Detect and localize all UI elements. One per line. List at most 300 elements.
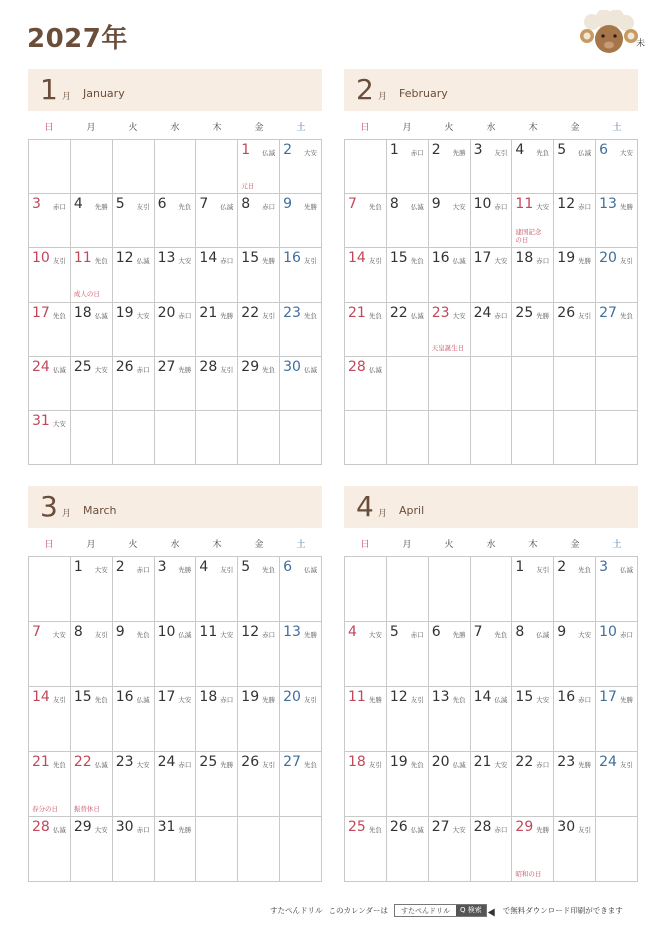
month-header xyxy=(344,486,638,528)
day-number: 25 xyxy=(348,819,366,835)
day-number: 1 xyxy=(241,142,251,158)
day-number: 26 xyxy=(557,304,576,321)
day-number: 2 xyxy=(115,559,125,575)
rokuyo-label: 先勝 xyxy=(262,696,276,704)
rokuyo-label: 友引 xyxy=(368,761,382,769)
day-number: 23 xyxy=(283,304,301,321)
rokuyo-label: 友引 xyxy=(536,566,550,574)
day-cell xyxy=(345,303,387,357)
day-cell xyxy=(387,817,429,882)
day-number: 29 xyxy=(515,819,534,835)
day-number: 28 xyxy=(473,819,492,835)
weekday-label: 月 xyxy=(402,540,412,550)
rokuyo-label: 先負 xyxy=(620,311,633,320)
day-cell xyxy=(280,817,322,882)
day-cell xyxy=(238,752,280,817)
day-cell xyxy=(155,622,197,687)
day-cell xyxy=(429,817,471,882)
day-number: 19 xyxy=(389,754,408,770)
day-number: 5 xyxy=(241,559,251,575)
holiday-label: 春分の日 xyxy=(32,804,58,813)
weekday-label: 火 xyxy=(128,123,138,133)
day-number: 14 xyxy=(199,250,218,267)
day-cell xyxy=(512,817,554,882)
day-number: 11 xyxy=(199,624,218,640)
day-number: 18 xyxy=(199,689,218,705)
day-cell xyxy=(280,357,322,411)
day-number: 11 xyxy=(73,250,92,267)
rokuyo-label: 友引 xyxy=(220,365,234,374)
day-number: 28 xyxy=(348,358,366,375)
rokuyo-label: 先勝 xyxy=(178,365,192,374)
day-cell xyxy=(345,622,387,687)
day-number: 5 xyxy=(389,624,399,640)
day-cell xyxy=(345,357,387,411)
rokuyo-label: 先負 xyxy=(136,631,150,639)
day-cell xyxy=(471,752,513,817)
day-number: 9 xyxy=(431,196,441,213)
rokuyo-label: 友引 xyxy=(578,311,592,320)
rokuyo-label: 大安 xyxy=(536,203,550,212)
day-number: 16 xyxy=(431,250,450,267)
day-number: 10 xyxy=(32,250,50,267)
rokuyo-label: 先負 xyxy=(178,203,192,212)
day-number: 8 xyxy=(73,624,83,640)
rokuyo-label: 友引 xyxy=(220,566,234,574)
day-number: 26 xyxy=(389,819,408,835)
day-cell xyxy=(596,248,638,302)
day-cell xyxy=(387,687,429,752)
rokuyo-label: 大安 xyxy=(452,826,466,834)
weekday-label: 月 xyxy=(86,123,96,133)
rokuyo-label: 友引 xyxy=(304,257,317,266)
day-cell xyxy=(155,194,197,248)
rokuyo-label: 先勝 xyxy=(304,203,317,212)
day-number: 5 xyxy=(115,196,125,213)
rokuyo-label: 赤口 xyxy=(536,761,550,769)
day-number: 5 xyxy=(557,142,567,158)
year-title: 2027年 xyxy=(27,24,128,54)
day-cell xyxy=(29,752,71,817)
day-number: 27 xyxy=(431,819,450,835)
day-cell xyxy=(71,357,113,411)
day-cell xyxy=(71,411,113,465)
rokuyo-label: 先負 xyxy=(452,696,466,704)
day-cell xyxy=(596,411,638,465)
rokuyo-label: 友引 xyxy=(494,149,508,157)
day-cell xyxy=(471,248,513,302)
day-cell xyxy=(471,557,513,622)
rokuyo-label: 仏滅 xyxy=(452,761,466,769)
day-number: 28 xyxy=(199,358,218,375)
day-cell xyxy=(238,817,280,882)
day-number: 27 xyxy=(599,304,617,321)
rokuyo-label: 仏滅 xyxy=(410,203,424,212)
rokuyo-label: 仏滅 xyxy=(578,149,592,157)
day-cell xyxy=(429,248,471,302)
day-number: 19 xyxy=(241,689,260,705)
rokuyo-label: 友引 xyxy=(52,257,66,266)
day-cell xyxy=(238,557,280,622)
day-number: 7 xyxy=(473,624,483,640)
day-number: 17 xyxy=(599,689,617,705)
day-cell xyxy=(71,687,113,752)
day-cell xyxy=(512,687,554,752)
day-cell xyxy=(196,622,238,687)
day-number: 13 xyxy=(599,196,617,213)
rokuyo-label: 先勝 xyxy=(578,257,592,266)
day-cell xyxy=(280,194,322,248)
day-cell xyxy=(155,140,197,194)
day-number: 3 xyxy=(157,559,167,575)
day-number: 2 xyxy=(557,559,567,575)
footer-search-box xyxy=(394,904,487,917)
footer-site: すたぺんドリル xyxy=(270,906,323,915)
rokuyo-label: 赤口 xyxy=(578,696,592,704)
rokuyo-label: 赤口 xyxy=(262,203,276,212)
day-cell xyxy=(113,622,155,687)
day-number: 20 xyxy=(283,689,301,705)
month-kanji: 月 xyxy=(62,92,72,102)
day-cell xyxy=(238,194,280,248)
day-number: 31 xyxy=(157,819,176,835)
rokuyo-label: 大安 xyxy=(136,761,150,769)
rokuyo-label: 先勝 xyxy=(262,257,276,266)
day-cell xyxy=(113,557,155,622)
day-cell xyxy=(429,752,471,817)
day-number: 8 xyxy=(389,196,399,213)
rokuyo-label: 先勝 xyxy=(452,631,466,639)
day-number: 8 xyxy=(241,196,251,213)
rokuyo-label: 大安 xyxy=(178,696,192,704)
day-number: 24 xyxy=(473,304,492,321)
day-number: 15 xyxy=(389,250,408,267)
day-cell xyxy=(238,357,280,411)
day-cell xyxy=(113,752,155,817)
day-cell xyxy=(113,303,155,357)
rokuyo-label: 先負 xyxy=(368,826,382,834)
month-english: January xyxy=(83,87,125,100)
day-number: 25 xyxy=(199,754,218,770)
day-cell xyxy=(387,557,429,622)
day-cell xyxy=(596,687,638,752)
weekday-label: 土 xyxy=(296,123,306,133)
weekday-label: 水 xyxy=(486,540,496,550)
month-kanji: 月 xyxy=(62,509,72,519)
weekday-label: 土 xyxy=(612,123,622,133)
rokuyo-label: 赤口 xyxy=(536,257,550,266)
day-number: 22 xyxy=(241,304,260,321)
day-cell xyxy=(554,752,596,817)
day-cell xyxy=(512,557,554,622)
rokuyo-label: 大安 xyxy=(94,566,108,574)
rokuyo-label: 仏滅 xyxy=(178,631,192,639)
rokuyo-label: 先勝 xyxy=(178,566,192,574)
rokuyo-label: 先負 xyxy=(578,566,592,574)
day-cell xyxy=(71,557,113,622)
day-number: 21 xyxy=(348,304,366,321)
rokuyo-label: 仏滅 xyxy=(94,761,108,769)
day-cell xyxy=(471,140,513,194)
day-cell xyxy=(280,248,322,302)
day-cell xyxy=(345,194,387,248)
day-number: 22 xyxy=(73,754,92,770)
day-number: 15 xyxy=(73,689,92,705)
day-cell xyxy=(113,357,155,411)
rokuyo-label: 仏滅 xyxy=(368,365,382,374)
day-number: 16 xyxy=(283,250,301,267)
rokuyo-label: 先負 xyxy=(262,566,276,574)
rokuyo-label: 赤口 xyxy=(136,365,150,374)
rokuyo-label: 友引 xyxy=(578,826,592,834)
day-cell xyxy=(29,411,71,465)
rokuyo-label: 友引 xyxy=(94,631,108,639)
rokuyo-label: 大安 xyxy=(494,761,508,769)
rokuyo-label: 仏滅 xyxy=(262,149,276,157)
day-cell xyxy=(429,687,471,752)
day-number: 27 xyxy=(283,754,301,770)
weekday-label: 金 xyxy=(254,123,264,133)
rokuyo-label: 先勝 xyxy=(620,203,633,212)
day-number: 2 xyxy=(431,142,441,158)
day-number: 9 xyxy=(557,624,567,640)
day-cell xyxy=(596,557,638,622)
day-cell xyxy=(29,357,71,411)
rokuyo-label: 赤口 xyxy=(220,257,234,266)
weekday-label: 日 xyxy=(44,123,54,133)
month-header xyxy=(28,69,322,111)
day-cell xyxy=(345,140,387,194)
month-february xyxy=(344,69,638,465)
weekday-label: 木 xyxy=(528,123,538,133)
day-number: 17 xyxy=(473,250,492,267)
day-cell xyxy=(345,687,387,752)
rokuyo-label: 赤口 xyxy=(178,311,192,320)
day-cell xyxy=(512,303,554,357)
rokuyo-label: 仏滅 xyxy=(94,311,108,320)
rokuyo-label: 友引 xyxy=(52,696,66,704)
weekday-label: 日 xyxy=(360,123,370,133)
rokuyo-label: 赤口 xyxy=(178,761,192,769)
day-number: 21 xyxy=(32,754,50,770)
footer-search-text: すたぺんドリル xyxy=(401,906,451,915)
rokuyo-label: 大安 xyxy=(620,149,633,157)
day-cell xyxy=(471,357,513,411)
month-header xyxy=(28,486,322,528)
rokuyo-label: 先勝 xyxy=(578,761,592,769)
weekday-row xyxy=(28,117,322,139)
rokuyo-label: 先負 xyxy=(304,311,317,320)
weekday-label: 水 xyxy=(170,540,180,550)
day-grid xyxy=(344,139,638,465)
day-cell xyxy=(280,557,322,622)
day-cell xyxy=(196,303,238,357)
rokuyo-label: 先勝 xyxy=(452,149,466,157)
rokuyo-label: 先勝 xyxy=(620,696,633,704)
day-number: 12 xyxy=(389,689,408,705)
day-cell xyxy=(429,357,471,411)
day-cell xyxy=(596,622,638,687)
day-cell xyxy=(196,411,238,465)
day-number: 20 xyxy=(599,250,617,267)
day-cell xyxy=(238,303,280,357)
rokuyo-label: 大安 xyxy=(136,311,150,320)
day-cell xyxy=(113,687,155,752)
day-cell xyxy=(280,140,322,194)
day-number: 21 xyxy=(473,754,492,770)
day-cell xyxy=(429,557,471,622)
day-number: 23 xyxy=(557,754,576,770)
rokuyo-label: 先勝 xyxy=(220,761,234,769)
day-cell xyxy=(512,752,554,817)
day-number: 6 xyxy=(599,142,609,158)
rokuyo-label: 先勝 xyxy=(304,631,317,639)
day-cell xyxy=(71,817,113,882)
rokuyo-label: 大安 xyxy=(94,826,108,834)
weekday-label: 火 xyxy=(128,540,138,550)
day-cell xyxy=(471,411,513,465)
rokuyo-label: 先負 xyxy=(262,365,276,374)
weekday-row xyxy=(28,534,322,556)
rokuyo-label: 先勝 xyxy=(220,311,234,320)
day-cell xyxy=(238,140,280,194)
rokuyo-label: 仏滅 xyxy=(52,365,66,374)
month-march xyxy=(28,486,322,882)
day-number: 16 xyxy=(557,689,576,705)
day-cell xyxy=(554,411,596,465)
day-number: 14 xyxy=(348,250,366,267)
rokuyo-label: 先負 xyxy=(410,257,424,266)
rokuyo-label: 仏滅 xyxy=(452,257,466,266)
day-number: 12 xyxy=(115,250,134,267)
rokuyo-label: 先負 xyxy=(304,761,317,769)
day-number: 9 xyxy=(115,624,125,640)
rokuyo-label: 友引 xyxy=(620,761,633,769)
day-number: 11 xyxy=(515,196,534,213)
rokuyo-label: 大安 xyxy=(220,631,234,639)
rokuyo-label: 赤口 xyxy=(494,311,508,320)
day-number: 21 xyxy=(199,304,218,321)
day-cell xyxy=(113,140,155,194)
weekday-label: 土 xyxy=(612,540,622,550)
day-number: 17 xyxy=(32,304,50,321)
day-number: 30 xyxy=(115,819,134,835)
day-cell xyxy=(155,357,197,411)
day-cell xyxy=(113,248,155,302)
rokuyo-label: 大安 xyxy=(452,203,466,212)
day-cell xyxy=(596,752,638,817)
day-number: 20 xyxy=(431,754,450,770)
rokuyo-label: 友引 xyxy=(262,311,276,320)
day-number: 7 xyxy=(32,624,41,640)
rokuyo-label: 先負 xyxy=(368,311,382,320)
day-cell xyxy=(512,248,554,302)
day-number: 17 xyxy=(157,689,176,705)
day-number: 4 xyxy=(199,559,209,575)
day-cell xyxy=(387,248,429,302)
weekday-row xyxy=(344,534,638,556)
day-cell xyxy=(512,411,554,465)
day-cell xyxy=(280,687,322,752)
rokuyo-label: 仏滅 xyxy=(620,566,633,574)
day-number: 6 xyxy=(157,196,167,213)
rokuyo-label: 先勝 xyxy=(368,696,382,704)
rokuyo-label: 先勝 xyxy=(536,826,550,834)
month-number: 4 xyxy=(356,490,374,523)
holiday-label: 天皇誕生日 xyxy=(431,344,465,353)
weekday-row xyxy=(344,117,638,139)
day-number: 13 xyxy=(157,250,176,267)
day-cell xyxy=(387,622,429,687)
day-number: 7 xyxy=(348,196,357,213)
day-cell xyxy=(471,303,513,357)
day-grid xyxy=(28,556,322,882)
weekday-label: 火 xyxy=(444,540,454,550)
day-number: 20 xyxy=(157,304,176,321)
day-cell xyxy=(71,752,113,817)
rokuyo-label: 先勝 xyxy=(94,203,108,212)
day-number: 6 xyxy=(431,624,441,640)
day-cell xyxy=(387,303,429,357)
rokuyo-label: 先負 xyxy=(52,761,66,769)
weekday-label: 日 xyxy=(44,540,54,550)
month-number: 3 xyxy=(40,490,58,523)
weekday-label: 水 xyxy=(486,123,496,133)
day-cell xyxy=(113,817,155,882)
day-number: 14 xyxy=(32,689,50,705)
day-cell xyxy=(345,557,387,622)
rokuyo-label: 赤口 xyxy=(578,203,592,212)
day-cell xyxy=(512,357,554,411)
rokuyo-label: 大安 xyxy=(52,631,66,639)
day-cell xyxy=(29,248,71,302)
day-number: 13 xyxy=(431,689,450,705)
day-cell xyxy=(429,140,471,194)
day-number: 18 xyxy=(73,304,92,321)
day-cell xyxy=(238,622,280,687)
day-number: 3 xyxy=(32,196,41,213)
day-cell xyxy=(29,622,71,687)
day-number: 12 xyxy=(241,624,260,640)
day-cell xyxy=(554,194,596,248)
day-number: 29 xyxy=(73,819,92,835)
month-header xyxy=(344,69,638,111)
day-number: 1 xyxy=(515,559,525,575)
day-number: 1 xyxy=(73,559,83,575)
rokuyo-label: 先負 xyxy=(410,761,424,769)
day-cell xyxy=(280,411,322,465)
day-number: 24 xyxy=(157,754,176,770)
footer-search-button: Q 検索 xyxy=(456,905,486,916)
day-number: 18 xyxy=(348,754,366,770)
day-cell xyxy=(196,140,238,194)
rokuyo-label: 仏滅 xyxy=(494,696,508,704)
rokuyo-label: 赤口 xyxy=(620,631,633,639)
day-cell xyxy=(471,194,513,248)
day-cell xyxy=(345,411,387,465)
day-cell xyxy=(387,357,429,411)
month-kanji: 月 xyxy=(378,509,388,519)
rokuyo-label: 友引 xyxy=(620,257,633,266)
day-grid xyxy=(28,139,322,465)
rokuyo-label: 仏滅 xyxy=(410,826,424,834)
day-cell xyxy=(596,303,638,357)
weekday-label: 火 xyxy=(444,123,454,133)
day-number: 30 xyxy=(557,819,576,835)
day-cell xyxy=(429,303,471,357)
day-cell xyxy=(155,817,197,882)
day-number: 18 xyxy=(515,250,534,267)
